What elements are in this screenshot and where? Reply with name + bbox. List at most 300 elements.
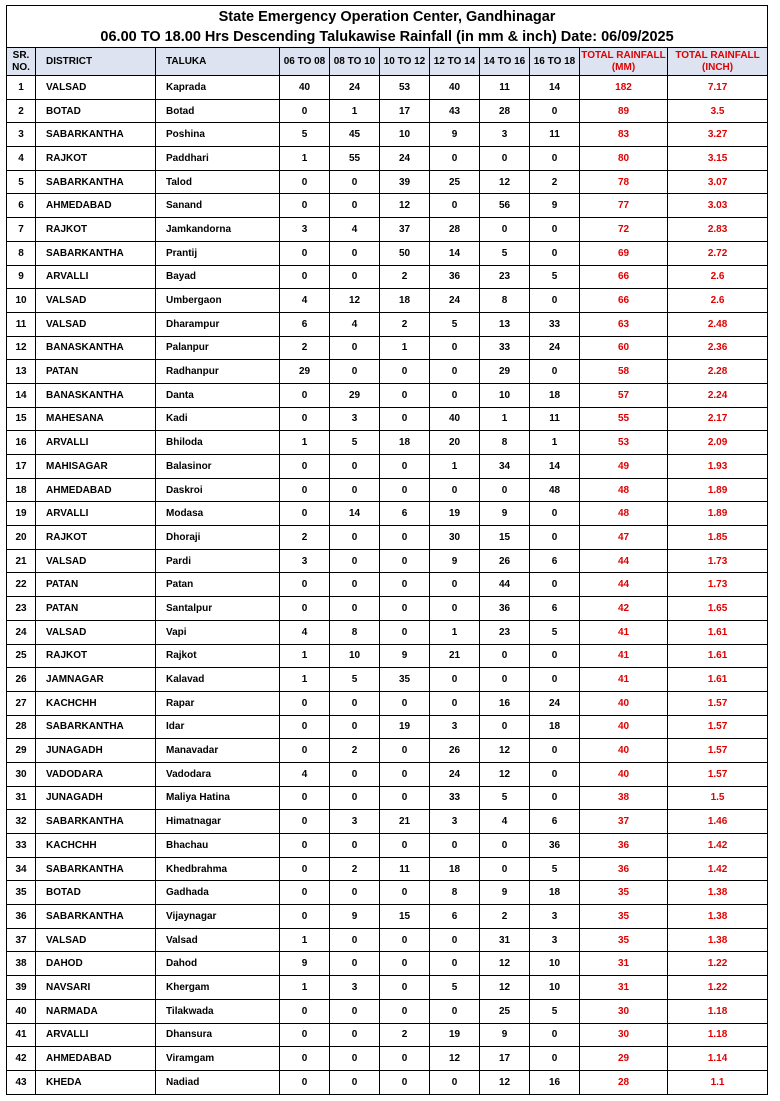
cell-slot-rainfall: 0 [330, 597, 380, 621]
cell-district: VALSAD [36, 620, 156, 644]
cell-sr-no: 40 [7, 999, 36, 1023]
cell-taluka: Kadi [156, 407, 280, 431]
cell-total-inch: 1.89 [668, 502, 768, 526]
cell-slot-rainfall: 24 [430, 289, 480, 313]
cell-total-mm: 35 [580, 905, 668, 929]
cell-slot-rainfall: 3 [530, 905, 580, 929]
cell-total-inch: 1.61 [668, 668, 768, 692]
cell-slot-rainfall: 26 [430, 739, 480, 763]
cell-total-inch: 3.5 [668, 99, 768, 123]
cell-slot-rainfall: 0 [280, 597, 330, 621]
cell-slot-rainfall: 3 [330, 810, 380, 834]
cell-district: NARMADA [36, 999, 156, 1023]
cell-slot-rainfall: 2 [330, 739, 380, 763]
cell-slot-rainfall: 1 [280, 431, 330, 455]
cell-slot-rainfall: 45 [330, 123, 380, 147]
cell-sr-no: 36 [7, 905, 36, 929]
cell-district: MAHISAGAR [36, 455, 156, 479]
cell-slot-rainfall: 2 [330, 857, 380, 881]
cell-district: PATAN [36, 573, 156, 597]
cell-slot-rainfall: 9 [530, 194, 580, 218]
cell-slot-rainfall: 0 [530, 99, 580, 123]
cell-total-inch: 1.14 [668, 1047, 768, 1071]
cell-slot-rainfall: 0 [330, 170, 380, 194]
cell-total-inch: 1.38 [668, 905, 768, 929]
cell-slot-rainfall: 15 [480, 526, 530, 550]
cell-total-inch: 2.17 [668, 407, 768, 431]
cell-taluka: Modasa [156, 502, 280, 526]
cell-slot-rainfall: 0 [380, 999, 430, 1023]
table-row [7, 549, 768, 573]
cell-slot-rainfall: 17 [480, 1047, 530, 1071]
cell-slot-rainfall: 6 [430, 905, 480, 929]
cell-slot-rainfall: 2 [480, 905, 530, 929]
cell-slot-rainfall: 55 [330, 147, 380, 171]
cell-taluka: Jamkandorna [156, 218, 280, 242]
cell-district: JUNAGADH [36, 786, 156, 810]
cell-total-mm: 29 [580, 1047, 668, 1071]
cell-slot-rainfall: 36 [530, 834, 580, 858]
cell-district: ARVALLI [36, 502, 156, 526]
cell-slot-rainfall: 0 [330, 194, 380, 218]
cell-slot-rainfall: 9 [480, 1023, 530, 1047]
cell-slot-rainfall: 0 [280, 739, 330, 763]
cell-total-inch: 2.83 [668, 218, 768, 242]
cell-slot-rainfall: 12 [380, 194, 430, 218]
cell-slot-rainfall: 2 [380, 312, 430, 336]
cell-slot-rainfall: 0 [280, 905, 330, 929]
cell-slot-rainfall: 0 [330, 834, 380, 858]
cell-slot-rainfall: 16 [480, 691, 530, 715]
cell-slot-rainfall: 5 [530, 265, 580, 289]
cell-taluka: Bayad [156, 265, 280, 289]
cell-total-mm: 182 [580, 76, 668, 100]
cell-slot-rainfall: 6 [530, 597, 580, 621]
cell-slot-rainfall: 36 [430, 265, 480, 289]
cell-slot-rainfall: 20 [430, 431, 480, 455]
cell-total-inch: 1.22 [668, 976, 768, 1000]
cell-taluka: Botad [156, 99, 280, 123]
cell-sr-no: 24 [7, 620, 36, 644]
cell-total-inch: 1.57 [668, 762, 768, 786]
cell-district: PATAN [36, 360, 156, 384]
cell-slot-rainfall: 0 [380, 881, 430, 905]
cell-slot-rainfall: 0 [330, 762, 380, 786]
table-row [7, 478, 768, 502]
cell-taluka: Manavadar [156, 739, 280, 763]
cell-district: VALSAD [36, 289, 156, 313]
cell-taluka: Prantij [156, 241, 280, 265]
cell-sr-no: 9 [7, 265, 36, 289]
cell-slot-rainfall: 19 [380, 715, 430, 739]
cell-total-mm: 40 [580, 715, 668, 739]
cell-slot-rainfall: 1 [280, 976, 330, 1000]
cell-slot-rainfall: 21 [430, 644, 480, 668]
cell-sr-no: 23 [7, 597, 36, 621]
cell-slot-rainfall: 3 [280, 549, 330, 573]
cell-district: RAJKOT [36, 218, 156, 242]
cell-slot-rainfall: 0 [330, 1023, 380, 1047]
cell-total-inch: 1.65 [668, 597, 768, 621]
cell-slot-rainfall: 5 [530, 999, 580, 1023]
cell-total-inch: 3.27 [668, 123, 768, 147]
cell-sr-no: 37 [7, 928, 36, 952]
cell-slot-rainfall: 0 [380, 573, 430, 597]
cell-taluka: Talod [156, 170, 280, 194]
cell-slot-rainfall: 0 [280, 715, 330, 739]
cell-slot-rainfall: 0 [280, 99, 330, 123]
cell-sr-no: 10 [7, 289, 36, 313]
cell-slot-rainfall: 15 [380, 905, 430, 929]
cell-total-inch: 2.24 [668, 383, 768, 407]
cell-slot-rainfall: 0 [530, 762, 580, 786]
cell-slot-rainfall: 0 [280, 502, 330, 526]
cell-slot-rainfall: 0 [280, 265, 330, 289]
cell-slot-rainfall: 0 [430, 336, 480, 360]
cell-district: MAHESANA [36, 407, 156, 431]
cell-slot-rainfall: 0 [480, 218, 530, 242]
cell-slot-rainfall: 0 [380, 597, 430, 621]
cell-sr-no: 26 [7, 668, 36, 692]
cell-sr-no: 43 [7, 1070, 36, 1094]
table-row [7, 857, 768, 881]
cell-slot-rainfall: 4 [330, 218, 380, 242]
cell-slot-rainfall: 5 [330, 668, 380, 692]
cell-total-inch: 2.72 [668, 241, 768, 265]
cell-slot-rainfall: 2 [280, 336, 330, 360]
col-header-district: DISTRICT [36, 48, 156, 76]
cell-slot-rainfall: 25 [480, 999, 530, 1023]
cell-slot-rainfall: 18 [530, 881, 580, 905]
cell-district: SABARKANTHA [36, 715, 156, 739]
cell-total-mm: 69 [580, 241, 668, 265]
table-row [7, 76, 768, 100]
cell-slot-rainfall: 40 [430, 76, 480, 100]
cell-slot-rainfall: 0 [330, 691, 380, 715]
cell-taluka: Kaprada [156, 76, 280, 100]
cell-slot-rainfall: 11 [480, 76, 530, 100]
cell-slot-rainfall: 48 [530, 478, 580, 502]
cell-sr-no: 33 [7, 834, 36, 858]
cell-slot-rainfall: 0 [280, 407, 330, 431]
cell-slot-rainfall: 0 [430, 834, 480, 858]
cell-slot-rainfall: 12 [480, 952, 530, 976]
cell-slot-rainfall: 4 [480, 810, 530, 834]
cell-district: RAJKOT [36, 644, 156, 668]
cell-taluka: Vadodara [156, 762, 280, 786]
cell-slot-rainfall: 0 [530, 147, 580, 171]
cell-slot-rainfall: 3 [530, 928, 580, 952]
cell-slot-rainfall: 28 [430, 218, 480, 242]
cell-taluka: Nadiad [156, 1070, 280, 1094]
cell-slot-rainfall: 0 [330, 1070, 380, 1094]
cell-slot-rainfall: 0 [330, 336, 380, 360]
cell-sr-no: 17 [7, 455, 36, 479]
cell-district: BANASKANTHA [36, 383, 156, 407]
cell-total-inch: 3.07 [668, 170, 768, 194]
cell-slot-rainfall: 1 [430, 455, 480, 479]
cell-slot-rainfall: 5 [430, 976, 480, 1000]
cell-total-inch: 3.15 [668, 147, 768, 171]
cell-slot-rainfall: 23 [480, 265, 530, 289]
cell-slot-rainfall: 3 [430, 715, 480, 739]
cell-taluka: Pardi [156, 549, 280, 573]
cell-slot-rainfall: 0 [430, 573, 480, 597]
cell-total-mm: 55 [580, 407, 668, 431]
table-row [7, 715, 768, 739]
cell-taluka: Bhiloda [156, 431, 280, 455]
cell-district: BOTAD [36, 881, 156, 905]
cell-total-inch: 1.85 [668, 526, 768, 550]
cell-slot-rainfall: 2 [380, 1023, 430, 1047]
cell-sr-no: 31 [7, 786, 36, 810]
cell-slot-rainfall: 0 [530, 502, 580, 526]
cell-sr-no: 8 [7, 241, 36, 265]
cell-slot-rainfall: 0 [330, 360, 380, 384]
cell-slot-rainfall: 14 [530, 76, 580, 100]
cell-slot-rainfall: 0 [280, 1023, 330, 1047]
cell-slot-rainfall: 0 [380, 762, 430, 786]
cell-total-mm: 60 [580, 336, 668, 360]
cell-slot-rainfall: 0 [380, 786, 430, 810]
cell-district: NAVSARI [36, 976, 156, 1000]
col-header-slot-14-16: 14 TO 16 [480, 48, 530, 76]
cell-taluka: Danta [156, 383, 280, 407]
cell-slot-rainfall: 1 [330, 99, 380, 123]
cell-slot-rainfall: 24 [430, 762, 480, 786]
cell-district: JUNAGADH [36, 739, 156, 763]
table-row [7, 691, 768, 715]
cell-taluka: Umbergaon [156, 289, 280, 313]
cell-district: SABARKANTHA [36, 905, 156, 929]
cell-total-mm: 37 [580, 810, 668, 834]
cell-total-inch: 1.93 [668, 455, 768, 479]
cell-slot-rainfall: 5 [430, 312, 480, 336]
cell-total-inch: 2.09 [668, 431, 768, 455]
cell-sr-no: 19 [7, 502, 36, 526]
cell-slot-rainfall: 0 [380, 526, 430, 550]
cell-slot-rainfall: 37 [380, 218, 430, 242]
cell-taluka: Dhansura [156, 1023, 280, 1047]
cell-slot-rainfall: 0 [330, 549, 380, 573]
cell-district: KACHCHH [36, 834, 156, 858]
cell-slot-rainfall: 10 [530, 976, 580, 1000]
cell-slot-rainfall: 0 [430, 194, 480, 218]
cell-slot-rainfall: 13 [480, 312, 530, 336]
cell-district: JAMNAGAR [36, 668, 156, 692]
cell-slot-rainfall: 9 [380, 644, 430, 668]
cell-total-inch: 2.36 [668, 336, 768, 360]
cell-total-inch: 1.1 [668, 1070, 768, 1094]
cell-total-mm: 47 [580, 526, 668, 550]
cell-slot-rainfall: 4 [280, 620, 330, 644]
cell-slot-rainfall: 19 [430, 1023, 480, 1047]
cell-slot-rainfall: 0 [380, 360, 430, 384]
cell-total-mm: 72 [580, 218, 668, 242]
cell-taluka: Dahod [156, 952, 280, 976]
cell-slot-rainfall: 5 [480, 786, 530, 810]
cell-slot-rainfall: 10 [380, 123, 430, 147]
cell-slot-rainfall: 0 [280, 691, 330, 715]
cell-slot-rainfall: 0 [480, 644, 530, 668]
cell-total-inch: 1.57 [668, 715, 768, 739]
cell-total-mm: 53 [580, 431, 668, 455]
cell-slot-rainfall: 0 [380, 383, 430, 407]
cell-sr-no: 25 [7, 644, 36, 668]
table-row [7, 526, 768, 550]
cell-slot-rainfall: 0 [530, 218, 580, 242]
report-subtitle: 06.00 TO 18.00 Hrs Descending Talukawise Rainfall (in mm & inch) Date: 06/09/2025 [7, 27, 768, 48]
cell-sr-no: 30 [7, 762, 36, 786]
cell-taluka: Rajkot [156, 644, 280, 668]
cell-slot-rainfall: 34 [480, 455, 530, 479]
cell-slot-rainfall: 0 [330, 881, 380, 905]
cell-slot-rainfall: 0 [530, 1023, 580, 1047]
cell-total-inch: 1.73 [668, 549, 768, 573]
cell-slot-rainfall: 0 [280, 1047, 330, 1071]
cell-slot-rainfall: 0 [280, 170, 330, 194]
table-row [7, 99, 768, 123]
cell-sr-no: 14 [7, 383, 36, 407]
cell-slot-rainfall: 0 [530, 739, 580, 763]
table-row [7, 620, 768, 644]
cell-taluka: Daskroi [156, 478, 280, 502]
table-body [7, 76, 768, 1095]
cell-slot-rainfall: 0 [330, 526, 380, 550]
cell-slot-rainfall: 1 [280, 147, 330, 171]
cell-total-mm: 35 [580, 881, 668, 905]
cell-slot-rainfall: 11 [530, 407, 580, 431]
cell-sr-no: 38 [7, 952, 36, 976]
table-row [7, 999, 768, 1023]
cell-taluka: Khedbrahma [156, 857, 280, 881]
cell-total-inch: 1.18 [668, 999, 768, 1023]
cell-slot-rainfall: 0 [330, 265, 380, 289]
cell-taluka: Gadhada [156, 881, 280, 905]
cell-taluka: Balasinor [156, 455, 280, 479]
cell-total-inch: 1.18 [668, 1023, 768, 1047]
cell-total-mm: 78 [580, 170, 668, 194]
table-row [7, 952, 768, 976]
cell-slot-rainfall: 17 [380, 99, 430, 123]
cell-slot-rainfall: 40 [280, 76, 330, 100]
cell-taluka: Paddhari [156, 147, 280, 171]
cell-taluka: Bhachau [156, 834, 280, 858]
table-row [7, 668, 768, 692]
table-row [7, 1047, 768, 1071]
cell-total-mm: 49 [580, 455, 668, 479]
cell-slot-rainfall: 1 [430, 620, 480, 644]
cell-slot-rainfall: 6 [380, 502, 430, 526]
cell-slot-rainfall: 33 [430, 786, 480, 810]
cell-total-inch: 1.38 [668, 881, 768, 905]
cell-total-mm: 89 [580, 99, 668, 123]
cell-total-mm: 38 [580, 786, 668, 810]
cell-district: PATAN [36, 597, 156, 621]
table-row [7, 265, 768, 289]
cell-slot-rainfall: 0 [280, 999, 330, 1023]
cell-total-mm: 48 [580, 478, 668, 502]
cell-district: SABARKANTHA [36, 810, 156, 834]
cell-district: AHMEDABAD [36, 194, 156, 218]
rainfall-table [6, 5, 768, 1095]
cell-slot-rainfall: 0 [430, 383, 480, 407]
cell-slot-rainfall: 0 [280, 834, 330, 858]
cell-sr-no: 16 [7, 431, 36, 455]
cell-total-mm: 58 [580, 360, 668, 384]
cell-slot-rainfall: 18 [430, 857, 480, 881]
cell-total-mm: 80 [580, 147, 668, 171]
cell-taluka: Dhoraji [156, 526, 280, 550]
cell-taluka: Sanand [156, 194, 280, 218]
cell-slot-rainfall: 0 [330, 952, 380, 976]
cell-slot-rainfall: 53 [380, 76, 430, 100]
col-header-slot-12-14: 12 TO 14 [430, 48, 480, 76]
col-header-slot-08-10: 08 TO 10 [330, 48, 380, 76]
cell-slot-rainfall: 0 [380, 620, 430, 644]
cell-slot-rainfall: 0 [380, 928, 430, 952]
cell-total-mm: 41 [580, 644, 668, 668]
table-row [7, 834, 768, 858]
cell-slot-rainfall: 35 [380, 668, 430, 692]
cell-slot-rainfall: 0 [380, 1047, 430, 1071]
cell-slot-rainfall: 0 [330, 715, 380, 739]
cell-total-mm: 63 [580, 312, 668, 336]
col-header-total-inch: TOTAL RAINFALL (INCH) [668, 48, 768, 76]
cell-taluka: Radhanpur [156, 360, 280, 384]
cell-total-mm: 35 [580, 928, 668, 952]
cell-sr-no: 21 [7, 549, 36, 573]
cell-district: BANASKANTHA [36, 336, 156, 360]
col-header-total-mm: TOTAL RAINFALL (MM) [580, 48, 668, 76]
cell-slot-rainfall: 0 [280, 857, 330, 881]
table-row [7, 289, 768, 313]
cell-total-mm: 40 [580, 739, 668, 763]
table-row [7, 218, 768, 242]
cell-slot-rainfall: 8 [430, 881, 480, 905]
cell-district: RAJKOT [36, 526, 156, 550]
cell-slot-rainfall: 0 [380, 455, 430, 479]
cell-sr-no: 2 [7, 99, 36, 123]
cell-slot-rainfall: 18 [380, 431, 430, 455]
cell-slot-rainfall: 14 [530, 455, 580, 479]
cell-slot-rainfall: 5 [530, 857, 580, 881]
table-row [7, 383, 768, 407]
cell-total-mm: 30 [580, 999, 668, 1023]
cell-slot-rainfall: 9 [480, 881, 530, 905]
cell-slot-rainfall: 0 [380, 1070, 430, 1094]
cell-slot-rainfall: 0 [280, 478, 330, 502]
cell-slot-rainfall: 0 [530, 786, 580, 810]
cell-slot-rainfall: 1 [530, 431, 580, 455]
cell-slot-rainfall: 29 [280, 360, 330, 384]
cell-slot-rainfall: 0 [330, 241, 380, 265]
cell-slot-rainfall: 14 [430, 241, 480, 265]
cell-slot-rainfall: 0 [380, 691, 430, 715]
cell-sr-no: 34 [7, 857, 36, 881]
cell-slot-rainfall: 0 [530, 241, 580, 265]
cell-sr-no: 20 [7, 526, 36, 550]
cell-slot-rainfall: 0 [380, 739, 430, 763]
cell-slot-rainfall: 9 [480, 502, 530, 526]
cell-slot-rainfall: 11 [530, 123, 580, 147]
cell-total-inch: 1.5 [668, 786, 768, 810]
cell-total-mm: 83 [580, 123, 668, 147]
cell-slot-rainfall: 8 [480, 431, 530, 455]
cell-sr-no: 35 [7, 881, 36, 905]
cell-slot-rainfall: 9 [330, 905, 380, 929]
cell-taluka: Kalavad [156, 668, 280, 692]
